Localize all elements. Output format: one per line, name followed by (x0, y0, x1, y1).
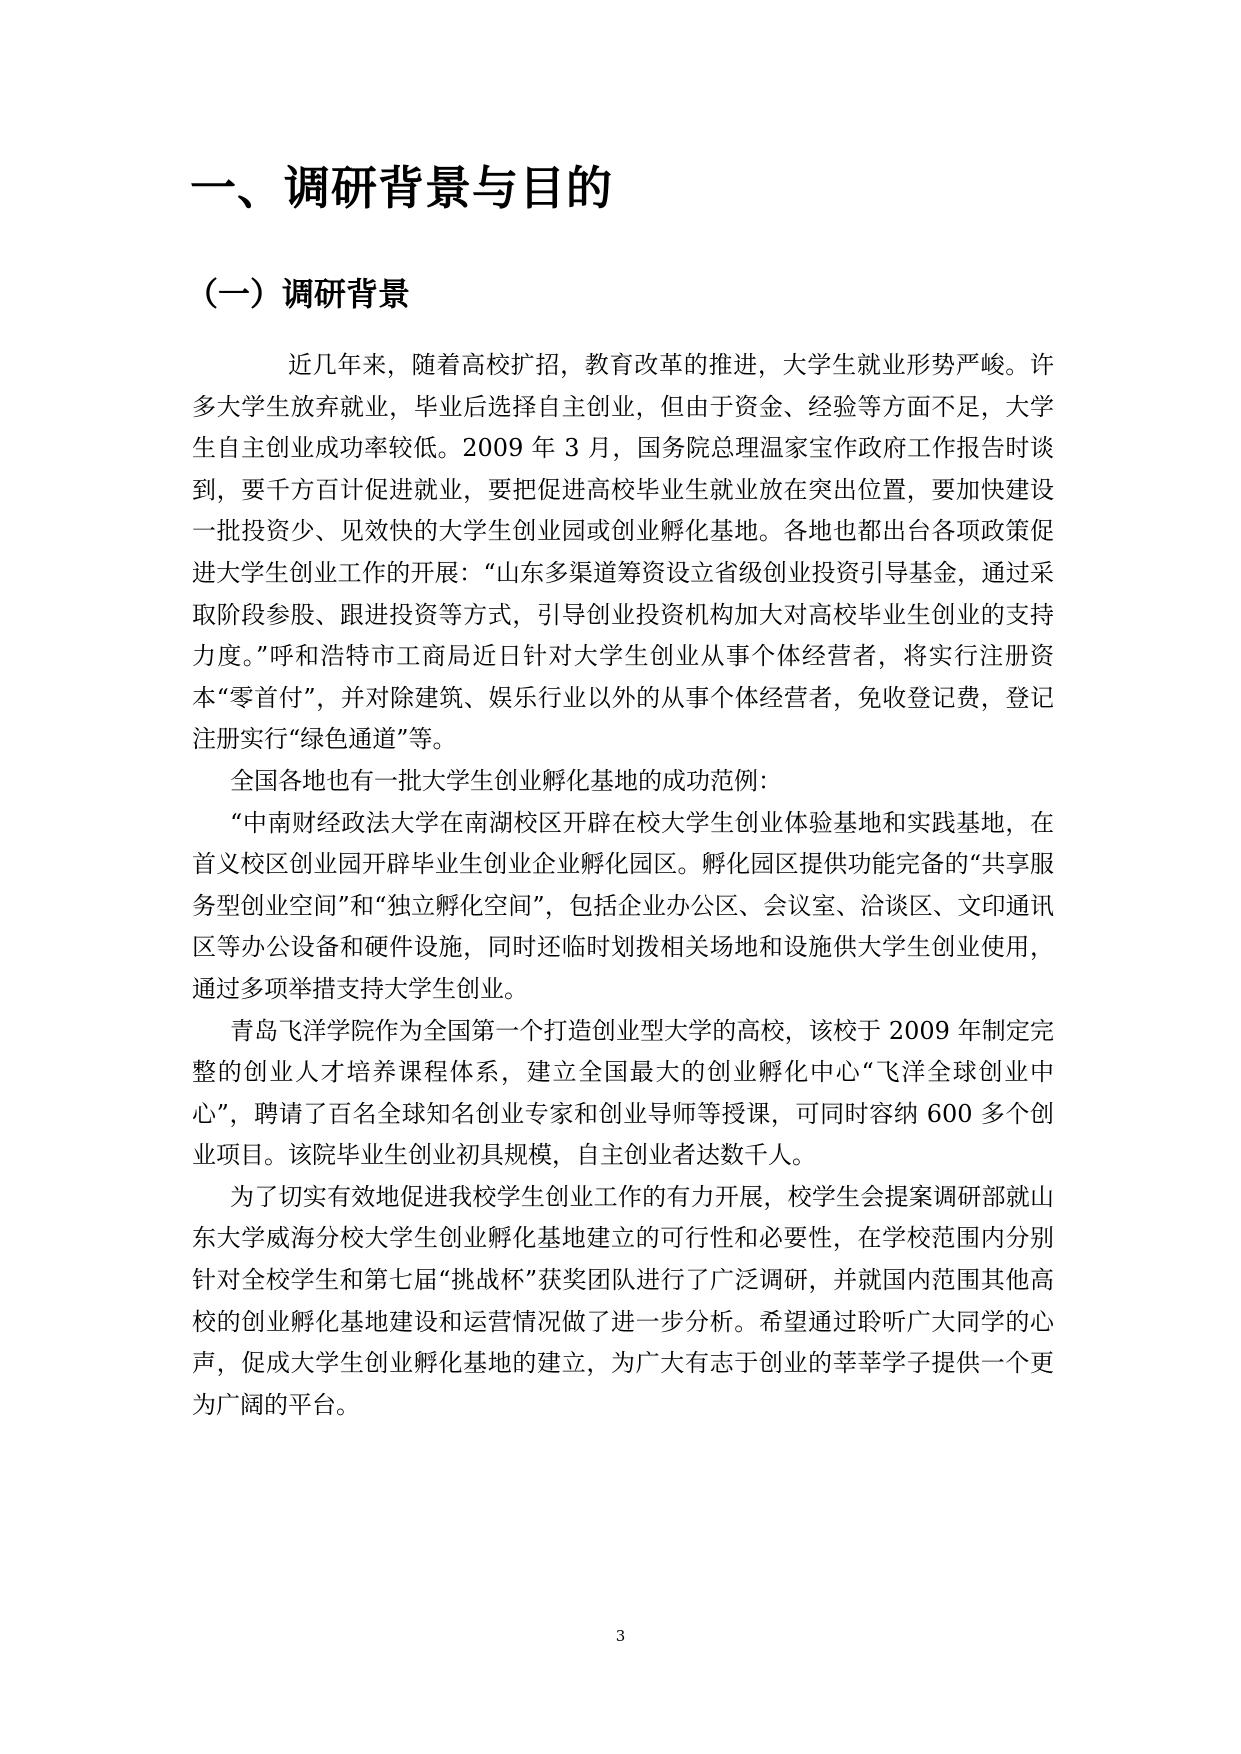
subsection-heading: （一）调研背景 (186, 275, 411, 313)
paragraph: 为了切实有效地促进我校学生创业工作的有力开展，校学生会提案调研部就山东大学威海分校大学生创业孵化基地建立的可行性和必要性，在学校范围内分别针对全校学生和第七届“挑战杯”获奖团队进行了广泛调研，并就国内范围其他高校的创业孵化基地建设和运营情况做了进一步分析。希望通过聆听广大同学的心声，促成大学生创业孵化基地的建立，为广大有志于创业的莘莘学子提供一个更为广阔的平台。 (192, 1182, 1054, 1419)
paragraph: 青岛飞洋学院作为全国第一个打造创业型大学的高校，该校于 2009 年制定完整的创业人才培养课程体系，建立全国最大的创业孵化中心“飞洋全球创业中心”，聘请了百名全球知名创业专家和创业导师等授课，可同时容纳 600 多个创业项目。该院毕业生创业初具规模，自主创业者达数千人。 (192, 1016, 1054, 1170)
body-text (192, 345, 1054, 1426)
paragraph: “中南财经政法大学在南湖校区开辟在校大学生创业体验基地和实践基地，在首义校区创业园开辟毕业生创业企业孵化园区。孵化园区提供功能完备的“共享服务型创业空间”和“独立孵化空间”，包括企业办公区、会议室、洽谈区、文印通讯区等办公设备和硬件设施，同时还临时划拨相关场地和设施供大学生创业使用，通过多项举措支持大学生创业。 (192, 808, 1054, 1003)
section-heading: 一、调研背景与目的 (190, 161, 613, 215)
page-number: 3 (615, 1627, 626, 1645)
paragraph: 近几年来，随着高校扩招，教育改革的推进，大学生就业形势严峻。许多大学生放弃就业，毕业后选择自主创业，但由于资金、经验等方面不足，大学生自主创业成功率较低。2009 年 3 月，国务院总理温家宝作政府工作报告时谈到，要千方百计促进就业，要把促进高校毕业生就业放在突出位置，要加快建设一批投资少、见效快的大学生创业园或创业孵化基地。各地也都出台各项政策促进大学生创业工作的开展：“山东多渠道筹资设立省级创业投资引导基金，通过采取阶段参股、跟进投资等方式，引导创业投资机构加大对高校毕业生创业的支持力度。”呼和浩特市工商局近日针对大学生创业从事个体经营者，将实行注册资本“零首付”，并对除建筑、娱乐行业以外的从事个体经营者，免收登记费，登记注册实行“绿色通道”等。 (192, 351, 1054, 754)
paragraph: 全国各地也有一批大学生创业孵化基地的成功范例： (230, 766, 782, 795)
